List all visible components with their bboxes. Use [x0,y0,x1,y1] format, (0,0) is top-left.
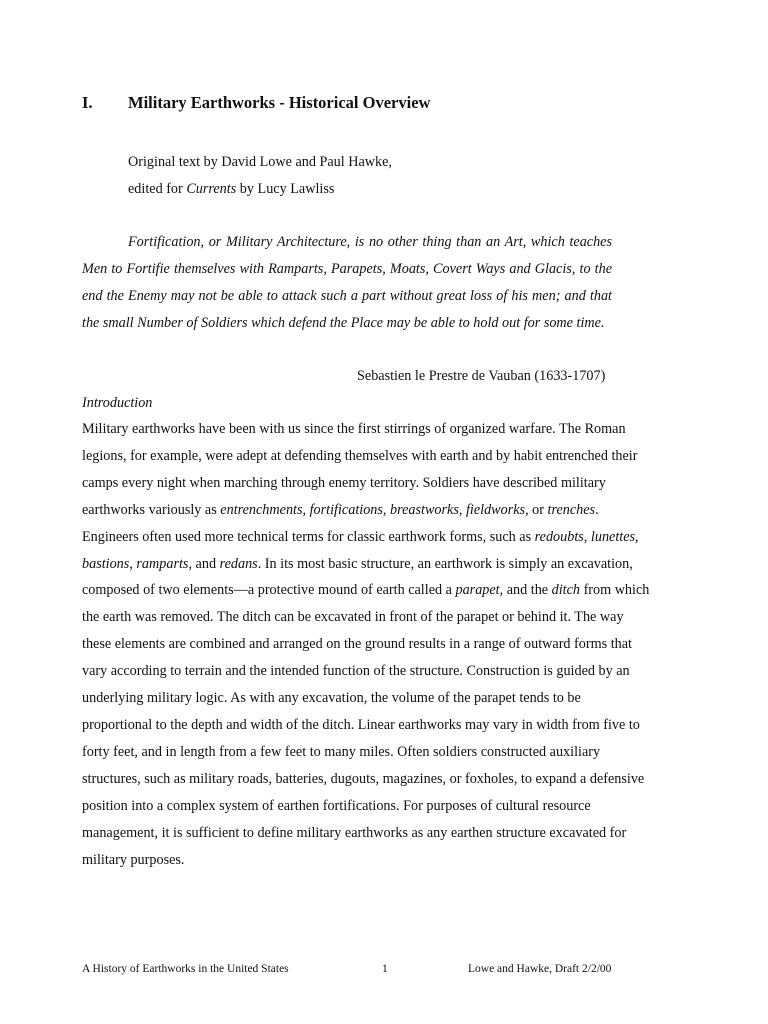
body-text-segment: , [635,528,639,545]
emphasized-term: ramparts [136,555,189,572]
body-line [82,443,686,470]
emphasized-term: redans [219,555,258,572]
body-line [82,820,686,847]
body-line [82,497,686,524]
body-line [82,847,686,874]
body-text-segment: , [583,528,591,545]
body-text-segment: underlying military logic. As with any excavation, the volume of the parapet tends to be [82,690,581,707]
body-text-segment: Military earthworks have been with us since the first stirrings of organized warfare. The Roman [82,421,626,437]
emphasized-term: trenches [547,501,596,518]
body-line [82,470,686,497]
body-text-segment: forty feet, and in length from a few feet to many miles. Often soldiers constructed auxiliary [82,743,601,760]
body-text-segment: proportional to the depth and width of the ditch. Linear earthworks may vary in width from five to [82,716,640,733]
body-line [82,658,686,685]
epigraph-quote [82,229,612,337]
body-text-segment: . In its most basic structure, an earthwork is simply an excavation, [257,555,633,572]
emphasized-term: entrenchments [220,501,303,518]
publication-name: Currents [186,181,237,197]
body-line [82,793,686,820]
emphasized-term: breastworks [390,501,459,518]
body-text-segment: the earth was removed. The ditch can be excavated in front of the parapet or behind it. The way [82,609,624,626]
body-text-segment: these elements are combined and arranged on the ground results in a range of outward forms that [82,636,632,653]
page-number: 1 [382,963,388,975]
introduction-body [82,416,686,873]
body-text-segment: , or [525,501,548,518]
emphasized-term: ditch [551,582,581,599]
body-line [82,739,686,766]
emphasized-term: redoubts [534,528,584,545]
section-heading [82,93,430,113]
body-text-segment: position into a complex system of earthen fortifications. For purposes of cultural resource [82,797,591,814]
body-line [82,685,686,712]
body-text-segment: . [595,501,599,518]
emphasized-term: lunettes [590,528,636,545]
section-number: I. [82,93,93,112]
introduction-heading: Introduction [82,395,153,411]
quote-attribution: Sebastien le Prestre de Vauban (1633-1707) [357,368,606,384]
footer-author-draft: Lowe and Hawke, Draft 2/2/00 [468,963,612,975]
body-line [82,604,686,631]
body-line [82,712,686,739]
body-text-segment: , and the [499,582,552,599]
body-text-segment: composed of two elements—a protective mound of earth called a [82,582,456,599]
body-line [82,416,686,443]
body-text-segment: camps every night when marching through enemy territory. Soldiers have described military [82,474,606,491]
body-line [82,524,686,551]
emphasized-term: bastions [82,555,130,572]
emphasized-term: fortifications [309,501,383,518]
body-text-segment: , [129,555,137,572]
quote-text: Fortification, or Military Architecture, is no other thing than an Art, which teaches Men to Fortifie themselves with Ramparts, Parapets, Moats, Covert Ways and Glacis, to the end the Enemy may not be able to attack such a part without great loss of his men; and that the small Number of Soldiers which defend the Place may be able to hold out for some time. [82,234,612,331]
body-text-segment: vary according to terrain and the intended function of the structure. Construction is guided by an [82,663,630,680]
body-text-segment: military purposes. [82,851,185,868]
credits [128,149,392,203]
body-text-segment: , [458,501,466,518]
body-text-segment: structures, such as military roads, batteries, dugouts, magazines, or foxholes, to expand a defensive [82,770,645,787]
body-text-segment: Engineers often used more technical terms for classic earthwork forms, such as [82,528,535,545]
body-text-segment: , [302,501,310,518]
body-line [82,551,686,578]
body-text-segment: earthworks variously as [82,501,221,518]
body-text-segment: legions, for example, were adept at defending themselves with earth and by habit entrenched their [82,447,638,464]
body-text-segment: , [382,501,391,518]
body-line [82,577,686,604]
footer-title: A History of Earthworks in the United States [82,963,289,975]
body-text-segment: , and [188,555,220,572]
body-line [82,766,686,793]
page-footer [82,963,632,979]
emphasized-term: parapet [455,582,500,599]
body-text-segment: management, it is sufficient to define military earthworks as any earthen structure excavated for [82,824,627,841]
emphasized-term: fieldworks [465,501,526,518]
credits-editor: edited for Currents by Lucy Lawliss [128,181,335,197]
body-line [82,631,686,658]
body-text-segment: from which [580,582,650,599]
section-title: Military Earthworks - Historical Overview [128,93,431,112]
credits-authors: Original text by David Lowe and Paul Hawke, [128,154,392,170]
